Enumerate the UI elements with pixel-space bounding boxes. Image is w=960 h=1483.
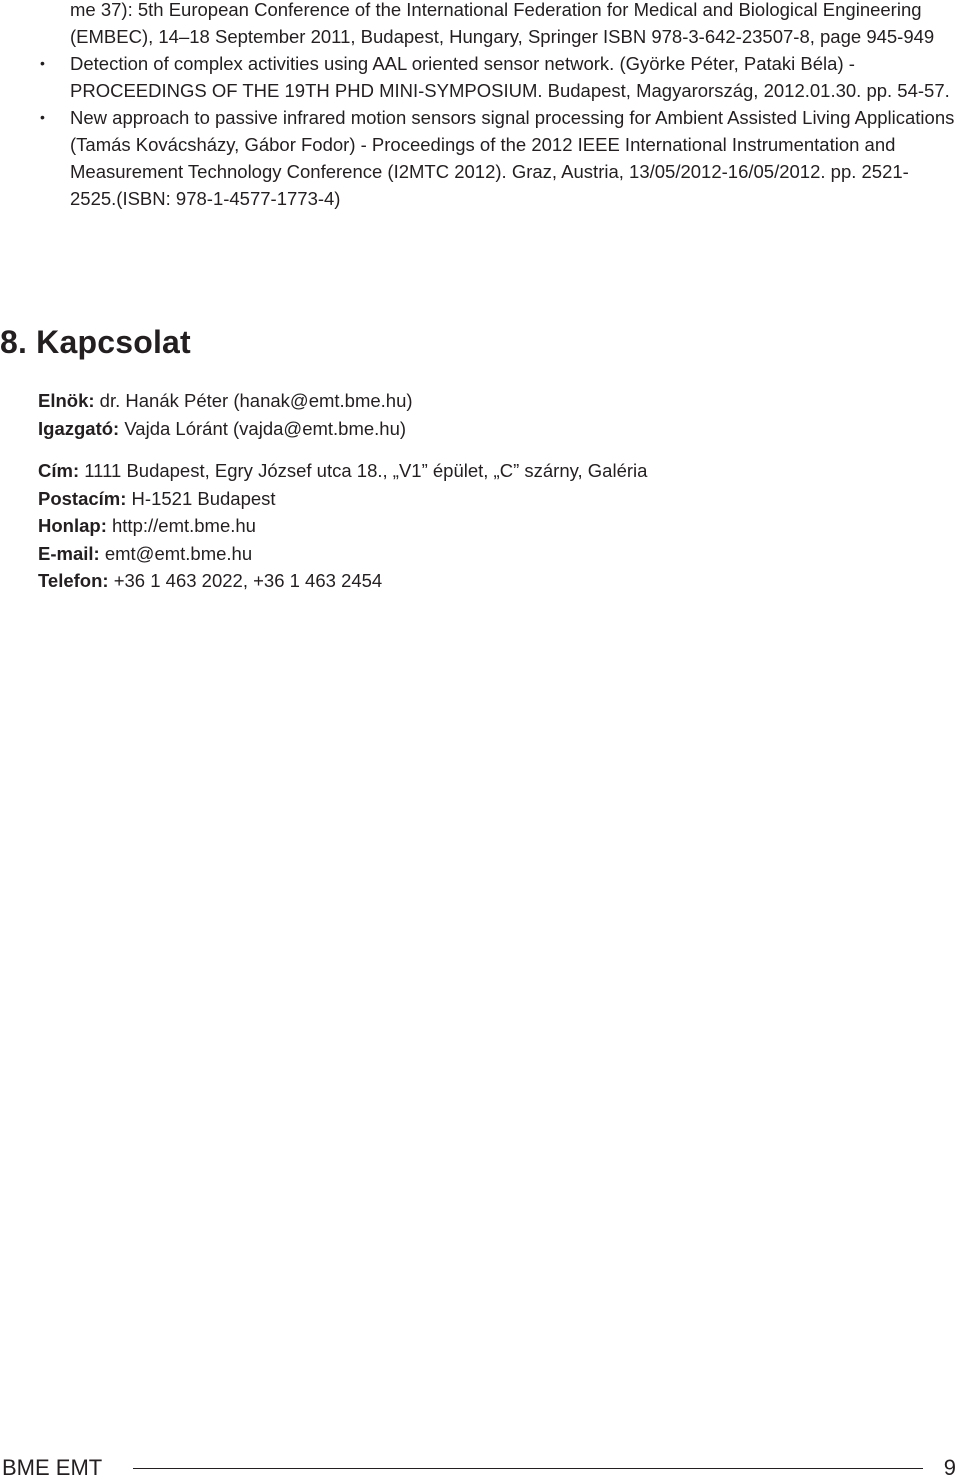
bullet: • — [40, 109, 45, 125]
publication-item — [40, 104, 955, 212]
contact-value: +36 1 463 2022, +36 1 463 2454 — [108, 570, 383, 591]
contact-label: Honlap: — [38, 515, 107, 536]
page-footer — [0, 1453, 960, 1483]
contact-row-postal — [38, 485, 647, 513]
publication-item — [40, 50, 955, 104]
contact-value: Vajda Lóránt (vajda@emt.bme.hu) — [119, 417, 407, 439]
contact-value: H-1521 Budapest — [126, 487, 276, 509]
contact-label: E-mail: — [38, 542, 100, 564]
publication-list — [40, 0, 955, 212]
publication-text: Detection of complex activities using AAL oriented sensor network. (Györke Péter, Pataki Béla) - PROCEEDINGS OF THE 19TH PHD MINI-SYMPOSIUM. Budapest, Magyarország, 2012.01.30. pp. 54-57. — [70, 53, 950, 101]
footer-divider — [133, 1468, 923, 1469]
contact-label: Elnök: — [38, 390, 95, 411]
contact-row-website — [38, 512, 647, 540]
contact-row-director — [38, 415, 413, 443]
publication-text: New approach to passive infrared motion sensors signal processing for Ambient Assisted Living Applications (Tamás Kovácsházy, Gábor Fodor) - Proceedings of the 2012 IEEE International Instrumentation and Measurement Technology Conference (I2MTC 2012). Graz, Austria, 13/05/2012-16/05/2012. pp. 2521-2525.(ISBN: 978-1-4577-1773-4) — [70, 107, 955, 209]
contact-value: dr. Hanák Péter (hanak@emt.bme.hu) — [94, 390, 413, 411]
contact-label: Telefon: — [38, 570, 109, 591]
contact-label: Postacím: — [38, 487, 127, 509]
publication-text: me 37): 5th European Conference of the International Federation for Medical and Biological Engineering (EMBEC), 14–18 September 2011, Budapest, Hungary, Springer ISBN 978-3-642-23507-8, page 945-949 — [70, 0, 935, 47]
publication-item — [40, 0, 955, 50]
contact-value: 1111 Budapest, Egry József utca 18., „V1” épület, „C” szárny, Galéria — [79, 460, 648, 481]
contact-row-phone — [38, 567, 647, 595]
contact-label: Igazgató: — [38, 417, 120, 439]
contact-address — [38, 457, 647, 595]
contact-label: Cím: — [38, 460, 80, 481]
website-link[interactable]: http://emt.bme.hu — [106, 515, 256, 536]
contact-row-email — [38, 540, 647, 568]
contact-people — [38, 387, 413, 442]
footer-brand: BME EMT — [2, 1455, 103, 1480]
contact-row-address — [38, 457, 647, 485]
section-title: 8. Kapcsolat — [0, 324, 191, 360]
bullet: • — [40, 55, 45, 71]
page-number: 9 — [943, 1455, 956, 1480]
email-link[interactable]: emt@emt.bme.hu — [99, 542, 253, 564]
contact-row-chair — [38, 387, 413, 415]
